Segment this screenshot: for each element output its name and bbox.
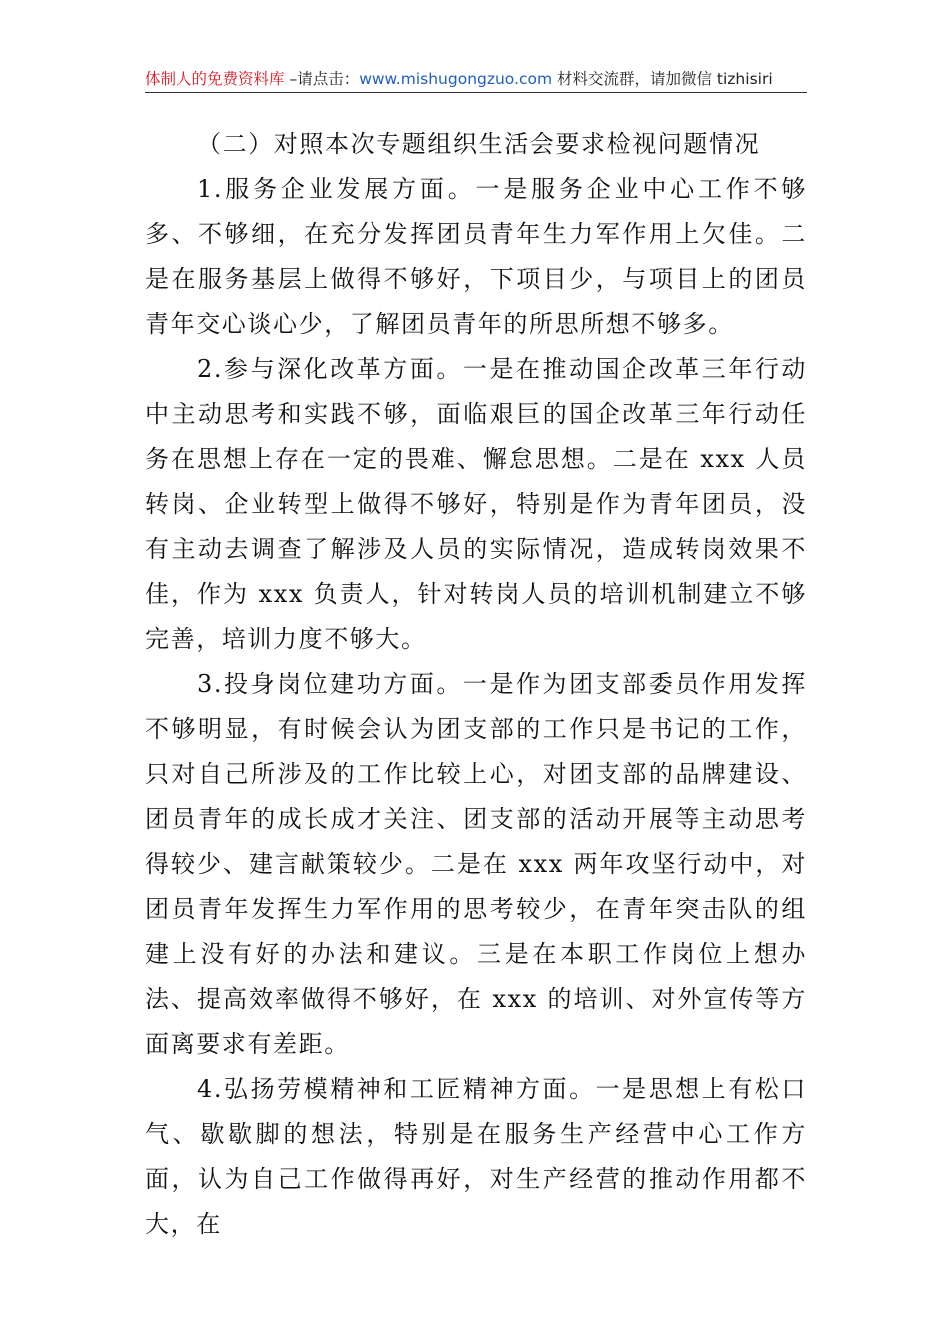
paragraph-3: 3.投身岗位建功方面。一是作为团支部委员作用发挥不够明显，有时候会认为团支部的工作只是书记的工作，只对自己所涉及的工作比较上心，对团支部的品牌建设、团员青年的成长成才关注、团支部的活动开展等主动思考得较少、建言献策较少。二是在 xxx 两年攻坚行动中，对团员青年发挥生力军作用的思考较少，在青年突击队的组建上没有好的办法和建议。三是在本职工作岗位上想办法、提高效率做得不够好，在 xxx 的培训、对外宣传等方面离要求有差距。 [145,670,807,1058]
header-prompt: –请点击： [284,70,360,88]
page-header [145,66,807,92]
document-body [145,122,807,1247]
paragraph-4: 4.弘扬劳模精神和工匠精神方面。一是思想上有松口气、歇歇脚的想法，特别是在服务生产经营中心工作方面，认为自己工作做得再好，对生产经营的推动作用都不大，在 [145,1075,807,1238]
header-link[interactable]: www.mishugongzuo.com [359,70,553,88]
header-brand: 体制人的免费资料库 [145,70,285,88]
section-title: （二）对照本次专题组织生活会要求检视问题情况 [197,130,761,158]
paragraph-2: 2.参与深化改革方面。一是在推动国企改革三年行动中主动思考和实践不够，面临艰巨的国企改革三年行动任务在思想上存在一定的畏难、懈怠思想。二是在 xxx 人员转岗、企业转型上做得不够好，特别是作为青年团员，没有主动去调查了解涉及人员的实际情况，造成转岗效果不佳，作为 xxx 负责人，针对转岗人员的培训机制建立不够完善，培训力度不够大。 [145,355,807,653]
paragraph-1: 1.服务企业发展方面。一是服务企业中心工作不够多、不够细，在充分发挥团员青年生力军作用上欠佳。二是在服务基层上做得不够好，下项目少，与项目上的团员青年交心谈心少，了解团员青年的所思所想不够多。 [145,175,807,338]
header-contact: 材料交流群，请加微信 tizhisiri [552,70,773,88]
header-divider [145,92,807,93]
